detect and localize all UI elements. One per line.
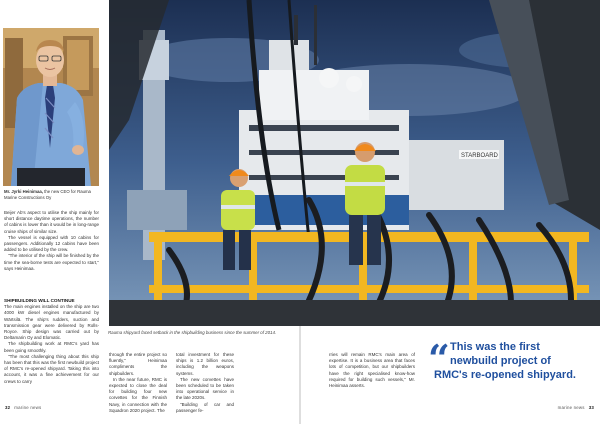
text-column-1 [4, 210, 99, 272]
paragraph: through the entire project so fluently," Heinimaa compliments the shipbuilders. [109, 352, 167, 376]
text-column-2 [109, 352, 167, 414]
pull-quote-text [434, 340, 594, 382]
paragraph: The new corvettes have been scheduled to be taken into operational service in the late 2020s. [176, 376, 234, 401]
magazine-name: marine news [557, 405, 585, 410]
paragraph: The vessel is equipped with 10 cabins for passengers. Additionally 12 cabins have been added to be utilised by the crew. [4, 234, 99, 253]
portrait-caption-name: Mr. Jyrki Heinimaa, [4, 189, 43, 194]
pull-quote-line: This was the first [450, 341, 540, 353]
paragraph: "The most challenging thing about this ship has been that this was the first newbuild project of RMC's re-opened shipyard. Taking this into account, it was a fine achievement for our crews to carry [4, 353, 99, 384]
pull-quote-line: RMC's re-opened shipyard. [434, 369, 576, 381]
text-column-4 [329, 352, 415, 389]
paragraph: The main engines installed on the ship are two 4000 kW diesel engines manufactured by Wärtsilä. The ship's rudders, suction and transmission gear were delivered by Rolls-Royce. Ship design was carried out by Deltamarin Oy and Elomatic. [4, 304, 99, 341]
page-number: 32 [5, 405, 11, 410]
portrait-photo [3, 28, 99, 186]
page-number: 33 [588, 405, 594, 410]
portrait-caption-role: the new CEO for Rauma Marine Constructions Oy [4, 189, 91, 200]
pull-quote-line: newbuild project of [450, 355, 551, 367]
shipyard-illustration [109, 0, 600, 326]
folio-right [558, 405, 594, 410]
paragraph: rries will remain RMC's main area of expertise. It is a business area that faces lots of competition, but our shipbuilders have the right specialised know-how required for building such vessels," Mr. Heinimaa asserts. [329, 352, 415, 389]
quote-mark-icon: “ [428, 336, 446, 381]
paragraph: Beijer Ab's aspect to utilise the ship mainly for short distance daytime operations, the number of cabins is lower than it would be in long-range cruise ships of similar size. [4, 210, 99, 234]
portrait-caption [4, 189, 100, 201]
ship-sign: STARBOARD [461, 153, 498, 159]
section-heading: SHIPBUILDING WILL CONTINUE [4, 298, 75, 303]
paragraph: In the near future, RMC is expected to close the deal for building four new corvettes for the Finnish Navy, in connection with the Squadron 2020 project. The [109, 376, 167, 413]
paragraph: The shipbuilding work at RMC's yard has been going smoothly. [4, 341, 99, 353]
portrait-illustration [3, 28, 99, 186]
photo-caption: Rauma shipyard faced setback in the shipbuilding business since the summer of 2014. [108, 330, 277, 335]
paragraph: total investment for these ships is 1.2 billion euros, including the weapons systems. [176, 352, 234, 376]
folio-left [5, 405, 41, 410]
text-column-3 [176, 352, 234, 414]
magazine-name: marine news [14, 405, 42, 410]
paragraph: "The interior of the ship will be finished by the time the sea-borne tests are expected to start," says Heinimaa. [4, 253, 99, 271]
shipyard-photo [109, 0, 600, 326]
text-column-1-cont [4, 296, 99, 385]
paragraph: "Building of car and passenger fe- [176, 401, 234, 413]
